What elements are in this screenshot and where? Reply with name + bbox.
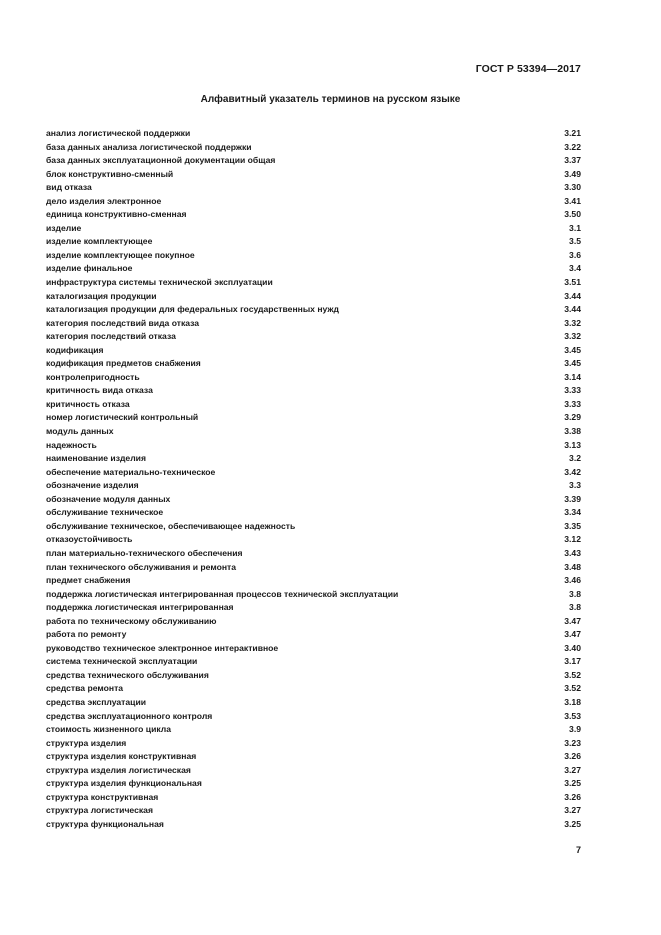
index-entry (46, 506, 581, 520)
index-entry (46, 479, 581, 493)
index-entry (46, 777, 581, 791)
entry-reference: 3.47 (564, 615, 581, 626)
entry-term: изделие комплектующее покупное (46, 249, 195, 260)
index-entry (46, 249, 581, 263)
entry-term: наименование изделия (46, 453, 146, 464)
index-entry (46, 615, 581, 629)
index-entry (46, 235, 581, 249)
entry-term: обслуживание техническое (46, 507, 164, 518)
entry-reference: 3.38 (564, 426, 581, 437)
entry-reference: 3.13 (564, 439, 581, 450)
entry-reference: 3.53 (564, 710, 581, 721)
entry-term: план материально-технического обеспечения (46, 547, 243, 558)
index-entry (46, 127, 581, 141)
entry-term: структура функциональная (46, 818, 164, 829)
index-entry (46, 574, 581, 588)
entry-term: модуль данных (46, 426, 114, 437)
entry-reference: 3.50 (564, 209, 581, 220)
index-entry (46, 371, 581, 385)
entry-reference: 3.26 (564, 751, 581, 762)
entry-reference: 3.22 (564, 141, 581, 152)
entry-reference: 3.2 (569, 453, 581, 464)
entry-reference: 3.44 (564, 290, 581, 301)
index-entry (46, 723, 581, 737)
entry-term: структура логистическая (46, 805, 153, 816)
entry-reference: 3.43 (564, 547, 581, 558)
entry-reference: 3.49 (564, 168, 581, 179)
entry-reference: 3.48 (564, 561, 581, 572)
entry-reference: 3.5 (569, 236, 581, 247)
entry-term: номер логистический контрольный (46, 412, 199, 423)
entry-term: обозначение изделия (46, 480, 139, 491)
entry-term: обозначение модуля данных (46, 493, 171, 504)
entry-reference: 3.41 (564, 195, 581, 206)
index-entry (46, 791, 581, 805)
entry-term: изделие финальное (46, 263, 133, 274)
entry-reference: 3.34 (564, 507, 581, 518)
entry-term: поддержка логистическая интегрированная процессов технической эксплуатации (46, 588, 399, 599)
index-entry (46, 655, 581, 669)
entry-term: предмет снабжения (46, 575, 131, 586)
entry-term: категория последствий отказа (46, 331, 176, 342)
entry-reference: 3.40 (564, 642, 581, 653)
index-entry (46, 561, 581, 575)
entry-term: средства эксплуатационного контроля (46, 710, 213, 721)
entry-reference: 3.32 (564, 317, 581, 328)
index-entry (46, 384, 581, 398)
entry-reference: 3.35 (564, 520, 581, 531)
entry-term: работа по техническому обслуживанию (46, 615, 217, 626)
entry-reference: 3.47 (564, 629, 581, 640)
entry-reference: 3.52 (564, 683, 581, 694)
entry-reference: 3.30 (564, 182, 581, 193)
entry-term: система технической эксплуатации (46, 656, 198, 667)
entry-reference: 3.8 (569, 602, 581, 613)
entry-term: кодификация предметов снабжения (46, 358, 201, 369)
entry-reference: 3.12 (564, 534, 581, 545)
index-entry (46, 642, 581, 656)
entry-term: структура изделия (46, 737, 127, 748)
entry-term: обслуживание техническое, обеспечивающее надежность (46, 520, 296, 531)
entry-term: стоимость жизненного цикла (46, 724, 172, 735)
entry-term: контролепригодность (46, 371, 140, 382)
index-entry (46, 344, 581, 358)
index-entry (46, 439, 581, 453)
entry-term: база данных эксплуатационной документации общая (46, 155, 276, 166)
entry-term: кодификация (46, 344, 104, 355)
index-entry (46, 276, 581, 290)
entry-term: каталогизация продукции для федеральных государственных нужд (46, 304, 339, 315)
index-entry (46, 303, 581, 317)
entry-term: структура изделия логистическая (46, 764, 191, 775)
entry-reference: 3.18 (564, 696, 581, 707)
entry-reference: 3.27 (564, 805, 581, 816)
index-entry (46, 547, 581, 561)
index-entry (46, 141, 581, 155)
entry-term: поддержка логистическая интегрированная (46, 602, 234, 613)
index-entry (46, 181, 581, 195)
index-entry (46, 411, 581, 425)
index-entry (46, 533, 581, 547)
entry-reference: 3.6 (569, 249, 581, 260)
index-entry (46, 168, 581, 182)
entry-reference: 3.14 (564, 371, 581, 382)
index-entry (46, 208, 581, 222)
entry-term: обеспечение материально-техническое (46, 466, 216, 477)
index-entry (46, 452, 581, 466)
index-entry (46, 601, 581, 615)
entry-reference: 3.23 (564, 737, 581, 748)
entry-reference: 3.45 (564, 358, 581, 369)
entry-term: руководство техническое электронное интерактивное (46, 642, 279, 653)
index-entry (46, 195, 581, 209)
entry-reference: 3.52 (564, 669, 581, 680)
index-entry (46, 330, 581, 344)
entry-term: структура конструктивная (46, 791, 159, 802)
entry-term: план технического обслуживания и ремонта (46, 561, 237, 572)
entry-reference: 3.37 (564, 155, 581, 166)
index-entry (46, 520, 581, 534)
document-code: ГОСТ Р 53394—2017 (475, 63, 581, 75)
index-entry (46, 357, 581, 371)
entry-term: изделие (46, 222, 82, 233)
index-title: Алфавитный указатель терминов на русском языке (200, 94, 461, 105)
index-entry (46, 493, 581, 507)
entry-reference: 3.33 (564, 398, 581, 409)
entry-reference: 3.25 (564, 818, 581, 829)
entry-term: база данных анализа логистической поддержки (46, 141, 252, 152)
entry-reference: 3.39 (564, 493, 581, 504)
index-entry (46, 425, 581, 439)
entry-term: анализ логистической поддержки (46, 128, 191, 138)
entry-reference: 3.1 (569, 222, 581, 233)
entry-reference: 3.27 (564, 764, 581, 775)
entry-term: категория последствий вида отказа (46, 317, 200, 328)
entry-reference: 3.21 (564, 128, 581, 138)
index-entry (46, 764, 581, 778)
entry-reference: 3.25 (564, 778, 581, 789)
entry-term: единица конструктивно-сменная (46, 209, 187, 220)
entry-term: средства технического обслуживания (46, 669, 209, 680)
entry-term: надежность (46, 439, 97, 450)
index-entry (46, 737, 581, 751)
entry-term: блок конструктивно-сменный (46, 168, 174, 179)
index-entry (46, 154, 581, 168)
entry-reference: 3.8 (569, 588, 581, 599)
entry-reference: 3.32 (564, 331, 581, 342)
entry-reference: 3.17 (564, 656, 581, 667)
entry-term: критичность отказа (46, 398, 130, 409)
entry-reference: 3.3 (569, 480, 581, 491)
index-entry (46, 710, 581, 724)
page-number: 7 (575, 845, 581, 855)
term-index-list (46, 127, 581, 831)
index-entry (46, 317, 581, 331)
entry-term: работа по ремонту (46, 629, 127, 640)
index-entry (46, 804, 581, 818)
index-entry (46, 222, 581, 236)
entry-term: каталогизация продукции (46, 290, 157, 301)
index-entry (46, 466, 581, 480)
entry-reference: 3.33 (564, 385, 581, 396)
index-entry (46, 682, 581, 696)
entry-term: вид отказа (46, 182, 92, 193)
entry-term: изделие комплектующее (46, 236, 153, 247)
entry-term: критичность вида отказа (46, 385, 153, 396)
entry-reference: 3.4 (569, 263, 581, 274)
index-entry (46, 696, 581, 710)
index-entry (46, 669, 581, 683)
entry-reference: 3.44 (564, 304, 581, 315)
entry-term: инфраструктура системы технической эксплуатации (46, 277, 273, 288)
index-entry (46, 628, 581, 642)
entry-reference: 3.29 (564, 412, 581, 423)
index-entry (46, 588, 581, 602)
index-entry (46, 398, 581, 412)
entry-reference: 3.42 (564, 466, 581, 477)
entry-reference: 3.51 (564, 277, 581, 288)
entry-reference: 3.45 (564, 344, 581, 355)
entry-reference: 3.46 (564, 575, 581, 586)
entry-term: отказоустойчивость (46, 534, 133, 545)
entry-term: средства ремонта (46, 683, 124, 694)
entry-reference: 3.26 (564, 791, 581, 802)
entry-term: структура изделия конструктивная (46, 751, 197, 762)
entry-term: средства эксплуатации (46, 696, 147, 707)
entry-term: дело изделия электронное (46, 195, 162, 206)
entry-term: структура изделия функциональная (46, 778, 202, 789)
index-entry (46, 262, 581, 276)
index-entry (46, 750, 581, 764)
index-entry (46, 818, 581, 832)
entry-reference: 3.9 (569, 724, 581, 735)
index-entry (46, 290, 581, 304)
